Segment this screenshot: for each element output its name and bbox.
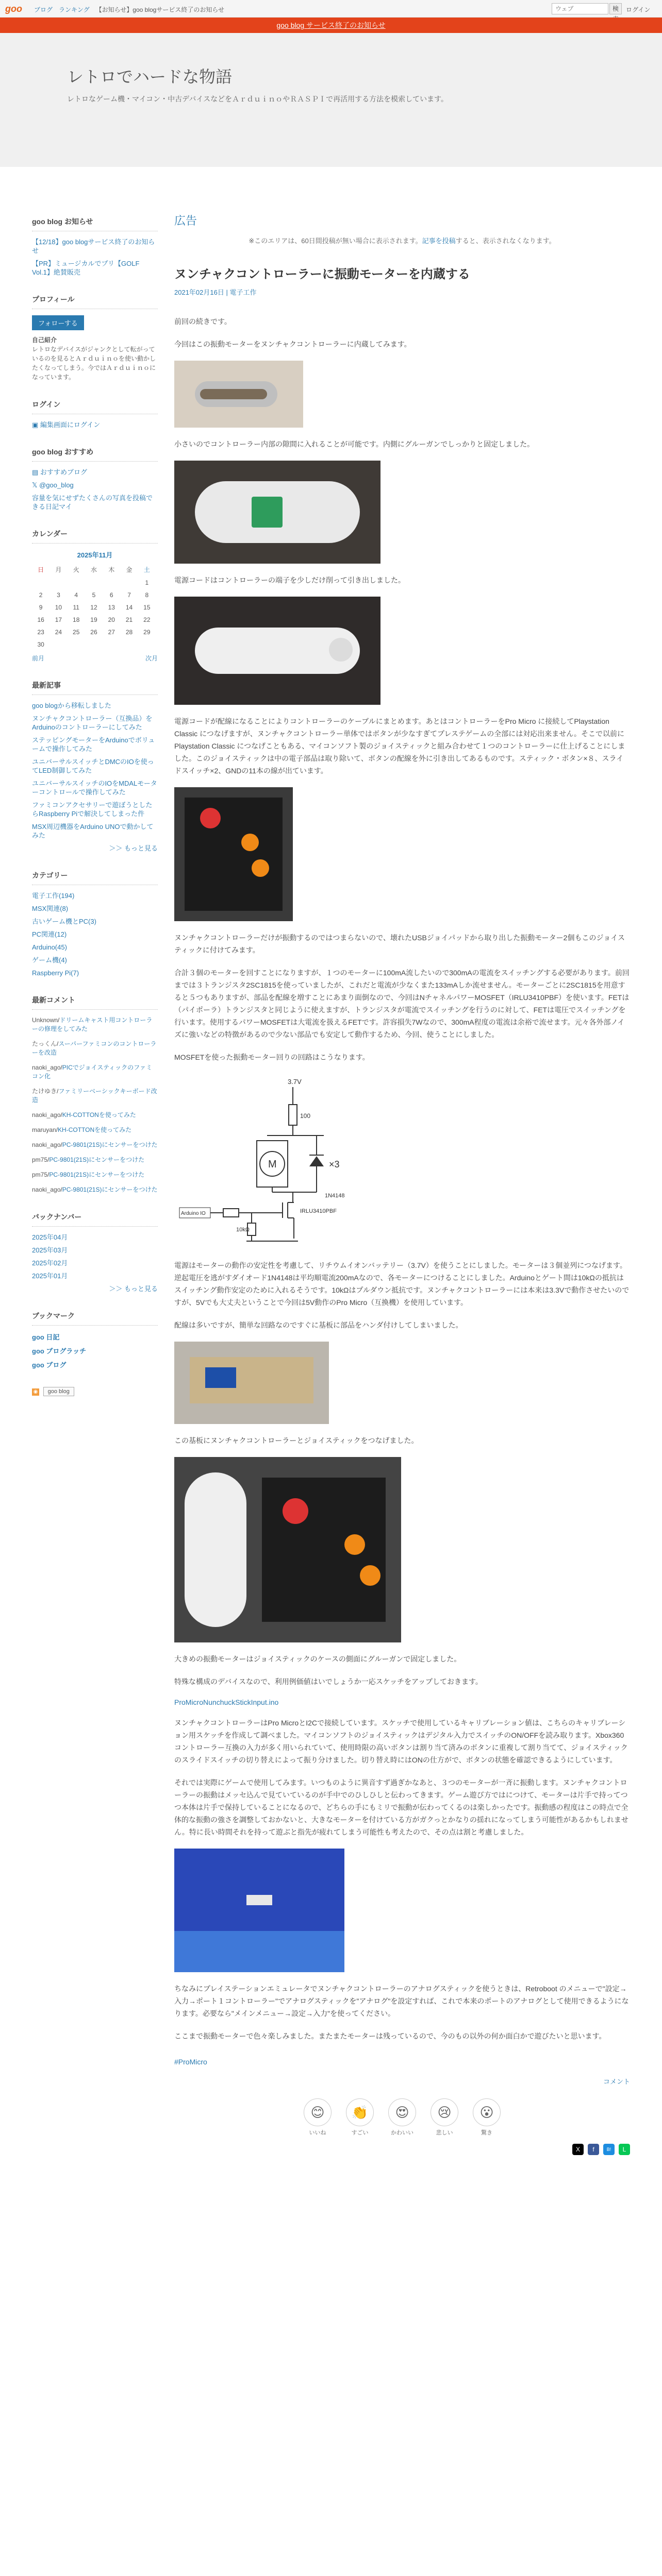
- entry-tag[interactable]: #ProMicro: [174, 2058, 207, 2066]
- day: [49, 577, 67, 589]
- sidebar: [32, 216, 158, 1396]
- day: 15: [143, 604, 151, 611]
- blog-description: レトロなゲーム機・マイコン・中古デバイスなどをＡｒｄｕｉｎｏやＲＡＳＰＩで再活用する方法を模索しています。: [67, 95, 449, 103]
- calendar-prev[interactable]: 前月: [32, 655, 45, 662]
- recent-item[interactable]: goo blogから移転しました: [32, 702, 111, 709]
- day: 8: [145, 591, 149, 599]
- edit-login-link[interactable]: [32, 420, 158, 429]
- reaction-button[interactable]: [429, 2098, 460, 2137]
- edit-login-label: 編集画面にログイン: [40, 421, 101, 429]
- main-content: [174, 212, 630, 2186]
- category-item[interactable]: 古いゲーム機とPC(3): [32, 918, 96, 925]
- day: 7: [127, 591, 131, 599]
- calendar-heading: カレンダー: [32, 529, 158, 544]
- reaction-label: いいね: [309, 2130, 326, 2136]
- circuit-diode: 1N4148: [325, 1193, 345, 1199]
- goo-blog-badge[interactable]: goo blog: [43, 1387, 74, 1396]
- entry-paragraph: 配線は多いですが、簡単な回路なのですぐに基板に部品をハンダ付けしてしまいました。: [174, 1321, 463, 1329]
- entry-paragraph: ヌンチャクコントローラーだけが振動するのではつまらないので、壊れたUSBジョイパッドから取り出した振動モーター2個もこのジョイスティックに付けてみます。: [174, 934, 625, 954]
- nunchuck-cable-photo[interactable]: [174, 597, 380, 705]
- follow-button[interactable]: フォローする: [32, 315, 84, 330]
- day: 16: [37, 616, 44, 623]
- day: 14: [125, 604, 133, 611]
- x-icon: 𝕏: [32, 481, 40, 489]
- nav-blog[interactable]: ブログ: [34, 6, 53, 13]
- day: 27: [108, 629, 115, 636]
- circuit-diagram[interactable]: [174, 1074, 630, 1249]
- comment-item: たけゆき/ファミリーベーシックキーボード改造: [32, 1088, 157, 1104]
- reaction-buttons: [174, 2098, 630, 2137]
- day: 21: [125, 616, 133, 623]
- share-buttons: [174, 2144, 630, 2155]
- comment-article-link[interactable]: スーパーファミコンのコントローラーを改造: [32, 1040, 157, 1056]
- comment-item: maruyan/KH-COTTONを使ってみた: [32, 1126, 132, 1133]
- login-icon: ▣: [32, 421, 40, 429]
- clap-icon: 👏: [346, 2098, 374, 2126]
- ad-note-prefix: ※このエリアは、60日間投稿が無い場合に表示されます。: [249, 237, 422, 245]
- nav-announcement[interactable]: 【お知らせ】goo blogサービス終了のお知らせ: [95, 6, 224, 13]
- entry-paragraph: 電源コードはコントローラーの端子を少しだけ削って引き出しました。: [174, 576, 405, 584]
- nunchuck-inside-photo[interactable]: [174, 461, 380, 564]
- comments-block: [32, 995, 158, 1194]
- category-item[interactable]: ゲーム機(4): [32, 956, 67, 964]
- comment-link[interactable]: コメント: [603, 2078, 630, 2086]
- category-item[interactable]: MSX関連(8): [32, 905, 69, 912]
- calendar-table: [32, 563, 156, 651]
- day: [103, 638, 120, 651]
- comment-author: pm75: [32, 1171, 48, 1178]
- weekday: 金: [126, 566, 133, 573]
- entry-paragraph: 小さいのでコントローラー内部の隙間に入れることが可能です。内側にグルーガンでしっかりと固定しました。: [174, 440, 535, 448]
- backnumber-item[interactable]: 2025年03月: [32, 1246, 68, 1254]
- day: 13: [108, 604, 115, 611]
- top-bar: [0, 0, 662, 18]
- sketch-file-link[interactable]: ProMicroNunchuckStickInput.ino: [174, 1698, 279, 1706]
- rss-icon[interactable]: ◉: [32, 1388, 39, 1396]
- entry-title[interactable]: ヌンチャクコントローラーに振動モーターを内蔵する: [174, 267, 470, 281]
- service-end-link[interactable]: goo blog サービス終了のお知らせ: [276, 21, 386, 29]
- day: [68, 638, 85, 651]
- calendar-week: [32, 601, 156, 614]
- category-item[interactable]: Arduino(45): [32, 943, 67, 951]
- ad-note-suffix: すると、表示されなくなります。: [455, 237, 556, 245]
- notice-heading: goo blog お知らせ: [32, 216, 158, 231]
- comment-article-link[interactable]: PC-9801(21S)にセンサーをつけた: [62, 1186, 158, 1193]
- category-heading: カテゴリー: [32, 870, 158, 885]
- day: [49, 638, 67, 651]
- comment-author: naoki_ago: [32, 1064, 61, 1071]
- recent-item[interactable]: ユニバーサルスイッチのIOをMDALモーターコントロールで操作してみた: [32, 779, 157, 796]
- entry-paragraph: 電源はモーターの動作の安定性を考慮して、リチウムイオンバッテリー（3.7V）を使うことにしました。モーターは３個並列につなげます。逆起電圧を逃がすダイオード1N4148は平均順電流200mAなので、各モーターにつけることにしました。Arduinoとゲート間は10kΩの抵抗はスイッチング動作安定のために入れるそうです。10kΩはプルダウン抵抗です。ヌンチャクコントローラーには本来は3.3Vで動作させたいのですが、5Vでも大丈夫ということで今回は5V動作のPro Micro（互換機）を使用しています。: [174, 1261, 630, 1307]
- entry-paragraph: 前回の続きです。: [174, 317, 231, 326]
- entry-paragraph: 特殊な構成のデバイスなので、利用例価値はいでしょうか一応スケッチをアップしておきます。: [174, 1677, 483, 1686]
- day: [32, 577, 49, 589]
- weekday: 火: [73, 566, 79, 573]
- day: 3: [57, 591, 60, 599]
- comment-author: naoki_ago: [32, 1111, 61, 1118]
- category-block: [32, 870, 158, 977]
- recent-item[interactable]: ユニバーサルスイッチとDMCのIOを使ってLED制御してみた: [32, 758, 154, 774]
- comment-article-link[interactable]: ファミリーベーシックキーボード改造: [32, 1088, 157, 1104]
- calendar-week: [32, 589, 156, 601]
- search-button[interactable]: 検: [609, 3, 622, 14]
- comment-item: Unknown/ドリームキャスト用コントローラーの修理をしてみた: [32, 1016, 153, 1032]
- day: 11: [73, 604, 79, 611]
- day: [68, 577, 85, 589]
- blog-header: [0, 33, 662, 167]
- day: 30: [37, 641, 44, 648]
- day: 20: [108, 616, 115, 623]
- calendar-nav: [32, 654, 158, 663]
- day: 2: [39, 591, 43, 599]
- reaction-button[interactable]: [344, 2098, 375, 2137]
- circuit-resistor1: 100: [300, 1112, 311, 1120]
- comment-author: maruyan: [32, 1126, 56, 1133]
- day: 6: [109, 591, 113, 599]
- day: 23: [37, 629, 44, 636]
- comment-item: naoki_ago/PICでジョイスティックのファミコン化: [32, 1064, 152, 1080]
- recent-heading: 最新記事: [32, 680, 158, 695]
- comment-article-link[interactable]: PC-9801(21S)にセンサーをつけた: [49, 1171, 145, 1178]
- notice-block: [32, 216, 158, 277]
- comment-author: naoki_ago: [32, 1141, 61, 1148]
- day: [85, 638, 103, 651]
- reaction-button[interactable]: [302, 2098, 333, 2137]
- day: [138, 638, 156, 651]
- comment-item: pm75/PC-9801(21S)にセンサーをつけた: [32, 1171, 145, 1178]
- comment-item: naoki_ago/KH-COTTONを使ってみた: [32, 1111, 136, 1118]
- comment-item: pm75/PC-9801(21S)にセンサーをつけた: [32, 1156, 145, 1163]
- day: [103, 577, 120, 589]
- bookmark-heading: ブックマーク: [32, 1311, 158, 1326]
- circuit-multiplier: ×3: [329, 1159, 340, 1170]
- circuit-fet: IRLU3410PBF: [300, 1208, 337, 1214]
- ad-label: 広告: [174, 214, 197, 227]
- weekday: 土: [143, 566, 150, 573]
- entry-paragraph: それでは実際にゲームで使用してみます。いつものように異音すず過ぎかなあと、３つのモーターが一斉に振動します。ヌンチャクコントローラーの振動はメッセ込んで見ていているのが手中でのひしひしと伝わってきます。ゲーム遊び方ではにつけて、モーターは片手で持ってつつ本体は片手で保持していることになるので、どちらの手にもミリで振動が伝わってくるのは楽しかったです。振動感の程度はこの時点で全体的な振動の強さを調整しておかないと、大きなモーターを付けている方がガクっとかなりの揺れになってしまう可能性があるかもしれません。特に長い時間それを持って遊ぶと指先が疲れてしまう可能性も考えたので、その点は割と考慮しました。: [174, 1778, 628, 1836]
- comment-author: たっくん: [32, 1040, 57, 1047]
- share-line-icon[interactable]: L: [619, 2144, 630, 2155]
- reaction-button[interactable]: [471, 2098, 502, 2137]
- recent-item[interactable]: ファミコンアクセサリーで遊ぼうとしたらRaspberry Piで解決してしまった件: [32, 801, 153, 818]
- day: 28: [125, 629, 133, 636]
- comment-article-link[interactable]: KH-COTTONを使ってみた: [62, 1111, 136, 1118]
- love-icon: 😍: [388, 2098, 416, 2126]
- day: 24: [55, 629, 62, 636]
- share-hatena-icon[interactable]: B!: [603, 2144, 615, 2155]
- entry-paragraph: MOSFETを使った振動モーター回りの回路はこうなります。: [174, 1053, 370, 1061]
- backnumber-item[interactable]: 2025年01月: [32, 1272, 68, 1280]
- recommend-item[interactable]: [32, 468, 158, 477]
- backnumber-item[interactable]: 2025年04月: [32, 1233, 68, 1241]
- comment-item: naoki_ago/PC-9801(21S)にセンサーをつけた: [32, 1186, 158, 1193]
- entry-paragraph: ちなみにプレイステーションエミュレータでヌンチャクコントローラーのアナログスティックを使うときは、Retroboot のメニューで"設定→入力→ポート１コントローラー"でアナログスティックを"アナログ"を設定すれば、これで本来のポートのアナログとして使用できるようになります。必要なら"メインメニュー→設定→入力"を使ってください。: [174, 1985, 629, 2018]
- entry-paragraph: 大きめの振動モーターはジョイスティックのケースの側面にグルーガンで固定しました。: [174, 1655, 461, 1663]
- comment-item: たっくん/スーパーファミコンのコントローラーを改造: [32, 1040, 157, 1056]
- circuit-voltage: 3.7V: [288, 1078, 302, 1086]
- vibration-motor-photo[interactable]: [174, 361, 303, 428]
- backnumber-item[interactable]: 2025年02月: [32, 1259, 68, 1267]
- comment-author: たけゆき: [32, 1088, 57, 1095]
- entry-paragraph: ヌンチャクコントローラーはPro MicroとI2Cで接続しています。スケッチで使用しているキャリブレーション値は、こちらのキャリブレーション用スケッチを作成して調べました。マイコンソフトのジョイスティックはデジタル入力でスイッチのON/OFFを読み取ります。Xbox360コントローラー互換の入力が多く用いられていて、使用時限の高いボタンは割り当て済みのボタンに重複して割り当てて、ジョイスティックのスライドスイッチの切り替えによって振り分けました。切り替え時にはONの仕方がで、ボタンの状態を確認できるようにしています。: [174, 1719, 628, 1764]
- entry-paragraph: 合計３個のモーターを回すことになりますが、１つのモーターに100mA流したいので300mAの電流をスイッチングする必要があります。前回までは３トランジスタ2SC1815を使っていましたが、これだと電流が少なくまた133mAしか流せません。モーターごとに2SC1815を用意すると５つもありますが、部品を配線を増すことにあまり面倒なので、今回はNチャネルパワーMOSFET（IRLU3410PBF）を使います。FETは（パイポーラ）トランジスタと同じように使えますが、トランジスタが電流でスイッチングを行うのに対して、FETは電圧でスイッチングを行います。使用するパワーMOSFETは大電流を扱えるFETです。許容損失7Wなので、300mA程度の電流は余裕で流せます。元々各外部ノイズに強いなどの特徴があるので少ない部品でも安定して動作するため、今回、使うことにしました。: [174, 969, 630, 1039]
- reaction-label: すごい: [351, 2130, 369, 2136]
- backnumber-more-link[interactable]: ＞＞ もっと見る: [109, 1285, 158, 1293]
- game-screenshot[interactable]: [174, 1849, 344, 1972]
- entry-date[interactable]: 2021年02月16日 | 電子工作: [174, 289, 257, 296]
- category-item[interactable]: PC関連(12): [32, 930, 67, 938]
- day: 17: [55, 616, 62, 623]
- calendar-week: [32, 626, 156, 638]
- profile-intro: レトロなデバイスがジャンクとして転がっているのを見るとＡｒｄｕｉｎｏを使い動かしたくなってしまう。今ではＡｒｄｕｉｎｏになっています。: [32, 346, 156, 381]
- entry-paragraph: ここまで振動モーターで色々楽しみました。またまたモーターは残っているので、今のもの以外の何か面白かで遊びたいと思います。: [174, 2032, 606, 2040]
- recent-item[interactable]: MSX周辺機器をArduino UNOで動かしてみた: [32, 823, 154, 839]
- weekday: 月: [55, 566, 62, 573]
- surprise-icon: 😮: [473, 2098, 501, 2126]
- recommend-label: @goo_blog: [39, 481, 74, 489]
- reaction-label: 悲しい: [436, 2130, 453, 2136]
- calendar-block: [32, 529, 158, 663]
- recent-block: [32, 680, 158, 853]
- recommend-item[interactable]: [32, 481, 158, 489]
- recent-item[interactable]: ステッピングモーターをArduinoでボリュームで操作してみた: [32, 736, 155, 753]
- goo-logo[interactable]: goo: [5, 4, 22, 14]
- comment-author: Unknown: [32, 1016, 58, 1024]
- entry-paragraph: 電源コードが配線になることによりコントローラーのケーブルにまとめます。あとはコントローラーをPro Micro に接続してPlaystation Classic につなげますが、ヌンチャクコントローラー単体ではボタンが少なすぎてプレステゲームの全部には対応出来ません。そこで以前にPlaystation Classic につなげこともある、マイコンソフト製のジョイスティックと組み合わせて１つのコントローラーに仕上げることにしました。このジョイスティックは中の電子部品は取り除いて、ボタンの配線を外に引き出してあるものです。スティック・ボタン×８、スライドスイッチ×2、GNDの11本の線が出ています。: [174, 717, 625, 775]
- weekday: 木: [108, 566, 115, 573]
- circuit-board-photo[interactable]: [174, 1342, 329, 1424]
- share-facebook-icon[interactable]: f: [588, 2144, 599, 2155]
- day: 29: [143, 629, 151, 636]
- top-nav: [34, 5, 224, 14]
- recommend-block: [32, 447, 158, 511]
- service-end-notice: [0, 18, 662, 33]
- ad-note: [174, 235, 630, 245]
- category-item[interactable]: 電子工作(194): [32, 892, 75, 900]
- day: 18: [73, 616, 80, 623]
- calendar-next[interactable]: 次月: [145, 655, 158, 662]
- day: 22: [143, 616, 151, 623]
- bookmark-block: [32, 1311, 158, 1369]
- smile-icon: 😊: [304, 2098, 332, 2126]
- backnumber-heading: バックナンバー: [32, 1212, 158, 1227]
- recommend-label: おすすめブログ: [40, 468, 88, 476]
- reaction-label: 驚き: [481, 2130, 492, 2136]
- bookmark-item[interactable]: goo ブログラッチ: [32, 1347, 87, 1355]
- category-item[interactable]: Raspberry Pi(7): [32, 969, 79, 977]
- day: 19: [90, 616, 97, 623]
- day: 10: [55, 604, 62, 611]
- calendar-week: [32, 614, 156, 626]
- login-heading: ログイン: [32, 399, 158, 414]
- comment-item: naoki_ago/PC-9801(21S)にセンサーをつけた: [32, 1141, 158, 1148]
- day: [120, 638, 138, 651]
- assembled-controller-photo[interactable]: [174, 1457, 401, 1642]
- comment-article-link[interactable]: PC-9801(21S)にセンサーをつけた: [49, 1156, 145, 1163]
- calendar-week: [32, 577, 156, 589]
- comment-article-link[interactable]: PC-9801(21S)にセンサーをつけた: [62, 1141, 158, 1148]
- search-input[interactable]: [552, 3, 608, 14]
- day: 1: [145, 579, 149, 586]
- profile-block: [32, 294, 158, 382]
- blog-icon: ▤: [32, 468, 40, 476]
- login-link[interactable]: ログイン: [626, 6, 651, 13]
- day: [85, 577, 103, 589]
- day: 5: [92, 591, 96, 599]
- reaction-button[interactable]: [387, 2098, 418, 2137]
- profile-name-label: 自己紹介: [32, 336, 57, 344]
- comment-article-link[interactable]: ドリームキャスト用コントローラーの修理をしてみた: [32, 1016, 153, 1032]
- entry-paragraph: この基板にヌンチャクコントローラーとジョイスティックをつなげました。: [174, 1436, 419, 1445]
- comment-article-link[interactable]: KH-COTTONを使ってみた: [58, 1126, 132, 1133]
- calendar-month: 2025年11月: [77, 551, 113, 559]
- day: 12: [90, 604, 97, 611]
- comment-author: naoki_ago: [32, 1186, 61, 1193]
- profile-heading: プロフィール: [32, 294, 158, 309]
- comments-heading: 最新コメント: [32, 995, 158, 1010]
- joystick-photo[interactable]: [174, 787, 293, 921]
- weekday: 日: [38, 566, 44, 573]
- day: 25: [73, 629, 80, 636]
- recent-item[interactable]: ヌンチャクコントローラー（互換品）をArduinoのコントローラーにしてみた: [32, 715, 153, 731]
- blog-title[interactable]: レトロでハードな物語: [67, 67, 233, 86]
- day: 4: [74, 591, 78, 599]
- day: [120, 577, 138, 589]
- bookmark-item[interactable]: goo 日記: [32, 1333, 60, 1341]
- reaction-label: かわいい: [391, 2130, 413, 2136]
- bookmark-item[interactable]: goo ブログ: [32, 1361, 67, 1369]
- recommend-heading: goo blog おすすめ: [32, 447, 158, 462]
- recommend-item[interactable]: 容量を気にせずたくさんの写真を投稿できる日記マイ: [32, 494, 153, 511]
- calendar-weekdays: [32, 563, 156, 577]
- notice-item[interactable]: 【PR】ミュージカルでプリ【GOLF Vol.1】絶賛販売: [32, 260, 140, 276]
- backnumber-block: [32, 1212, 158, 1293]
- circuit-svg: [174, 1074, 380, 1249]
- entry-paragraph: 今回はこの振動モーターをヌンチャクコントローラーに内蔵してみます。: [174, 340, 411, 348]
- calendar-week: [32, 638, 156, 651]
- comment-article-link[interactable]: PICでジョイスティックのファミコン化: [32, 1064, 152, 1080]
- nav-ranking[interactable]: ランキング: [59, 6, 90, 13]
- notice-item[interactable]: 【12/18】goo blogサービス終了のお知らせ: [32, 238, 155, 255]
- sad-icon: 😢: [431, 2098, 458, 2126]
- rss-badge-block: [32, 1387, 158, 1396]
- share-x-icon[interactable]: X: [572, 2144, 584, 2155]
- circuit-resistor2: 10kΩ: [236, 1227, 250, 1233]
- comment-author: pm75: [32, 1156, 48, 1163]
- circuit-arduino: Arduino IO: [181, 1211, 206, 1216]
- weekday: 水: [90, 566, 97, 573]
- day: 26: [90, 629, 97, 636]
- day: 9: [39, 604, 43, 611]
- post-article-link[interactable]: 記事を投稿: [422, 237, 456, 245]
- circuit-motor: M: [268, 1159, 277, 1170]
- recent-more-link[interactable]: ＞＞ もっと見る: [109, 844, 158, 852]
- login-block: [32, 399, 158, 429]
